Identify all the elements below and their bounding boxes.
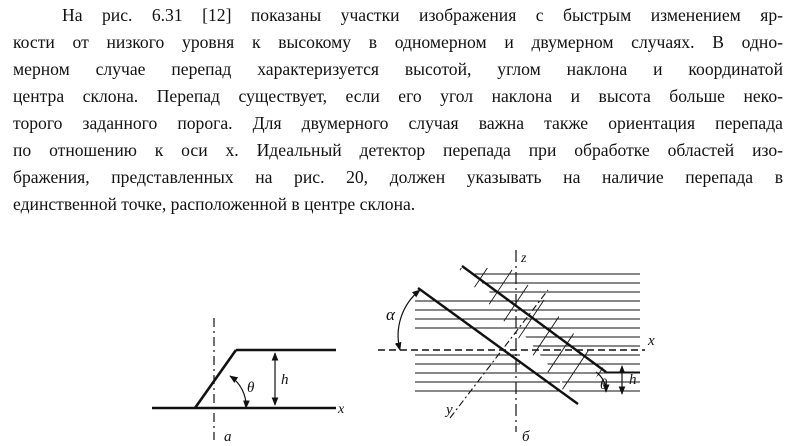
paragraph-line: торого заданного порога. Для двумерного случая важна также ориентация перепада [13,113,783,133]
alpha-label: α [386,305,395,324]
caption-a: а [224,429,232,445]
y-axis-dashed [450,290,548,418]
y-axis-label: y [446,402,453,418]
paragraph-line: кости от низкого уровня к высокому в одномерном и двумерном случаях. В одно- [13,32,783,52]
h-label-b: h [629,372,637,388]
figure-b [378,240,655,445]
x-axis-label: x [338,402,345,417]
h-label: h [281,372,289,388]
theta-label-b: θ [600,377,608,393]
theta-label: θ [247,380,255,396]
figure-a [152,318,345,445]
caption-b: б [522,429,530,445]
paragraph-line: центра склона. Перепад существует, если его угол наклона и высота больше неко- [13,86,783,106]
alpha-angle-arc [398,290,420,350]
paragraph-line: На рис. 6.31 [12] показаны участки изображения с быстрым изменением яр- [62,5,783,25]
paragraph-line: по отношению к оси x. Идеальный детектор перепада при обработке областей изо- [13,140,783,160]
paragraph-line: мерном случае перепад характеризуется высотой, углом наклона и координатой [13,59,783,79]
ramp-slope [195,350,236,408]
x-axis-label-b: x [648,333,655,349]
paragraph-line: бражения, представленных на рис. 20, должен указывать на наличие перепада в [13,167,783,187]
paragraph-line: единственной точке, расположенной в центре склона. [13,194,416,214]
theta-angle-arc [230,376,246,408]
z-axis-label: z [521,251,527,266]
